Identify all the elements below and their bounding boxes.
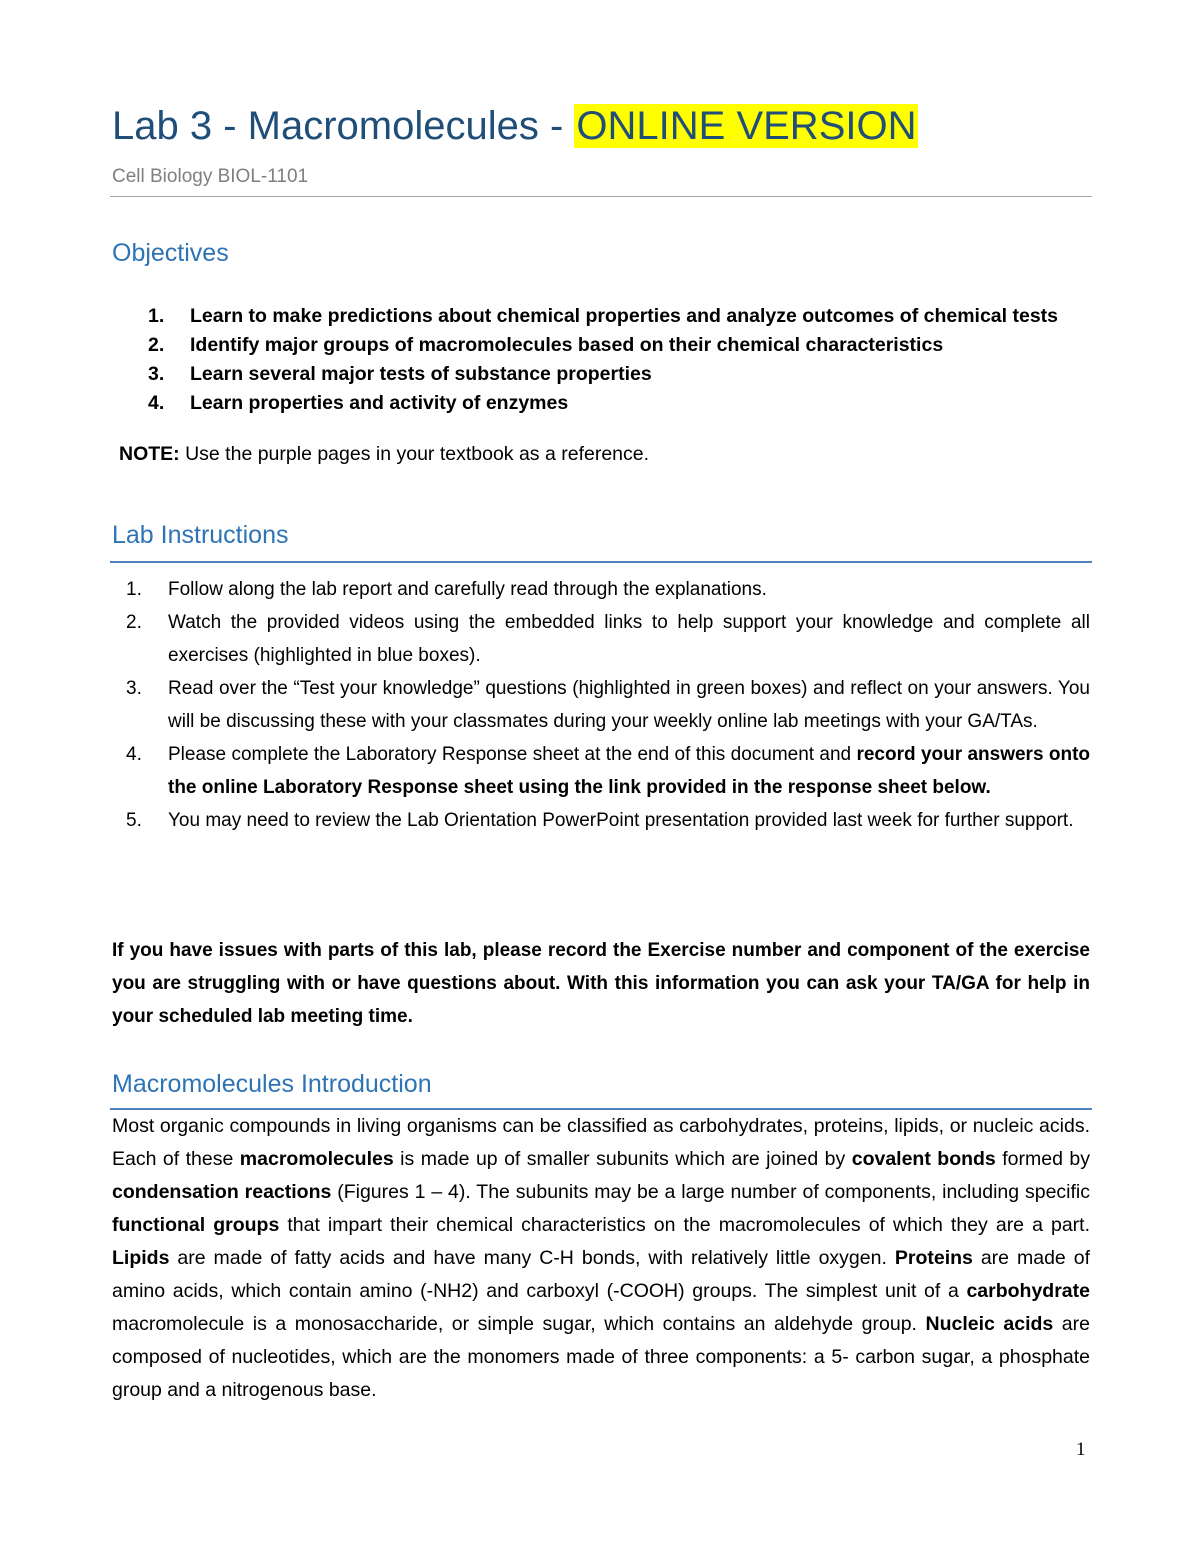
lab-instructions-heading: Lab Instructions [112,521,289,549]
list-item: 2. Identify major groups of macromolecules based on their chemical characteristics [148,334,944,356]
title-main: Lab 3 - Macromolecules - [112,104,575,148]
objectives-list [148,302,1090,418]
list-item: 1. Learn to make predictions about chemical properties and analyze outcomes of chemical tests [148,305,1059,327]
note-label: NOTE: [119,443,180,465]
note-text: Use the purple pages in your textbook as a reference. [179,443,650,465]
objectives-heading: Objectives [112,239,229,267]
note-line [119,440,649,469]
list-item: 5. You may need to review the Lab Orientation PowerPoint presentation provided last week for further support. [126,810,1074,831]
lab-instructions-divider [110,561,1092,563]
course-subtitle: Cell Biology BIOL-1101 [112,166,309,187]
list-item: 3. Read over the “Test your knowledge” questions (highlighted in green boxes) and reflect on your answers. You will be discussing these with your classmates during your weekly online lab meetings with your GA/TAs. [126,678,1090,732]
issues-paragraph: If you have issues with parts of this lab, please record the Exercise number and component of the exercise you are struggling with or have questions about. With this information you can ask your TA/GA for help in your scheduled lab meeting time. [112,940,1090,1027]
title-highlight: ONLINE VERSION [576,104,917,148]
instructions-list [126,573,1090,837]
title-divider [110,196,1092,197]
page-number: 1 [1076,1439,1086,1460]
list-item: 2. Watch the provided videos using the embedded links to help support your knowledge and complete all exercises (highlighted in blue boxes). [126,612,1090,666]
document-title [112,98,918,154]
list-item: 1. Follow along the lab report and carefully read through the explanations. [126,579,767,600]
intro-paragraph: Most organic compounds in living organisms can be classified as carbohydrates, proteins, lipids, or nucleic acids. Each of these macromolecules is made up of smaller subunits which are joined by covalent bonds formed by condensation reactions (Figures 1 – 4). The subunits may be a large number of components, including specific functional groups that impart their chemical characteristics on the macromolecules of which they are a part. Lipids are made of fatty acids and have many C-H bonds, with relatively little oxygen. Proteins are made of amino acids, which contain amino (-NH2) and carboxyl (-COOH) groups. The simplest unit of a carbohydrate macromolecule is a monosaccharide, or simple sugar, which contains an aldehyde group. Nucleic acids are composed of nucleotides, which are the monomers made of three components: a 5- carbon sugar, a phosphate group and a nitrogenous base. [112,1115,1091,1401]
intro-heading: Macromolecules Introduction [112,1070,432,1098]
list-item: 4. Learn properties and activity of enzymes [148,392,569,414]
list-item: 4. Please complete the Laboratory Response sheet at the end of this document and record your answers onto the online Laboratory Response sheet using the link provided in the response sheet below. [126,744,1090,798]
list-item: 3. Learn several major tests of substance properties [148,363,652,385]
